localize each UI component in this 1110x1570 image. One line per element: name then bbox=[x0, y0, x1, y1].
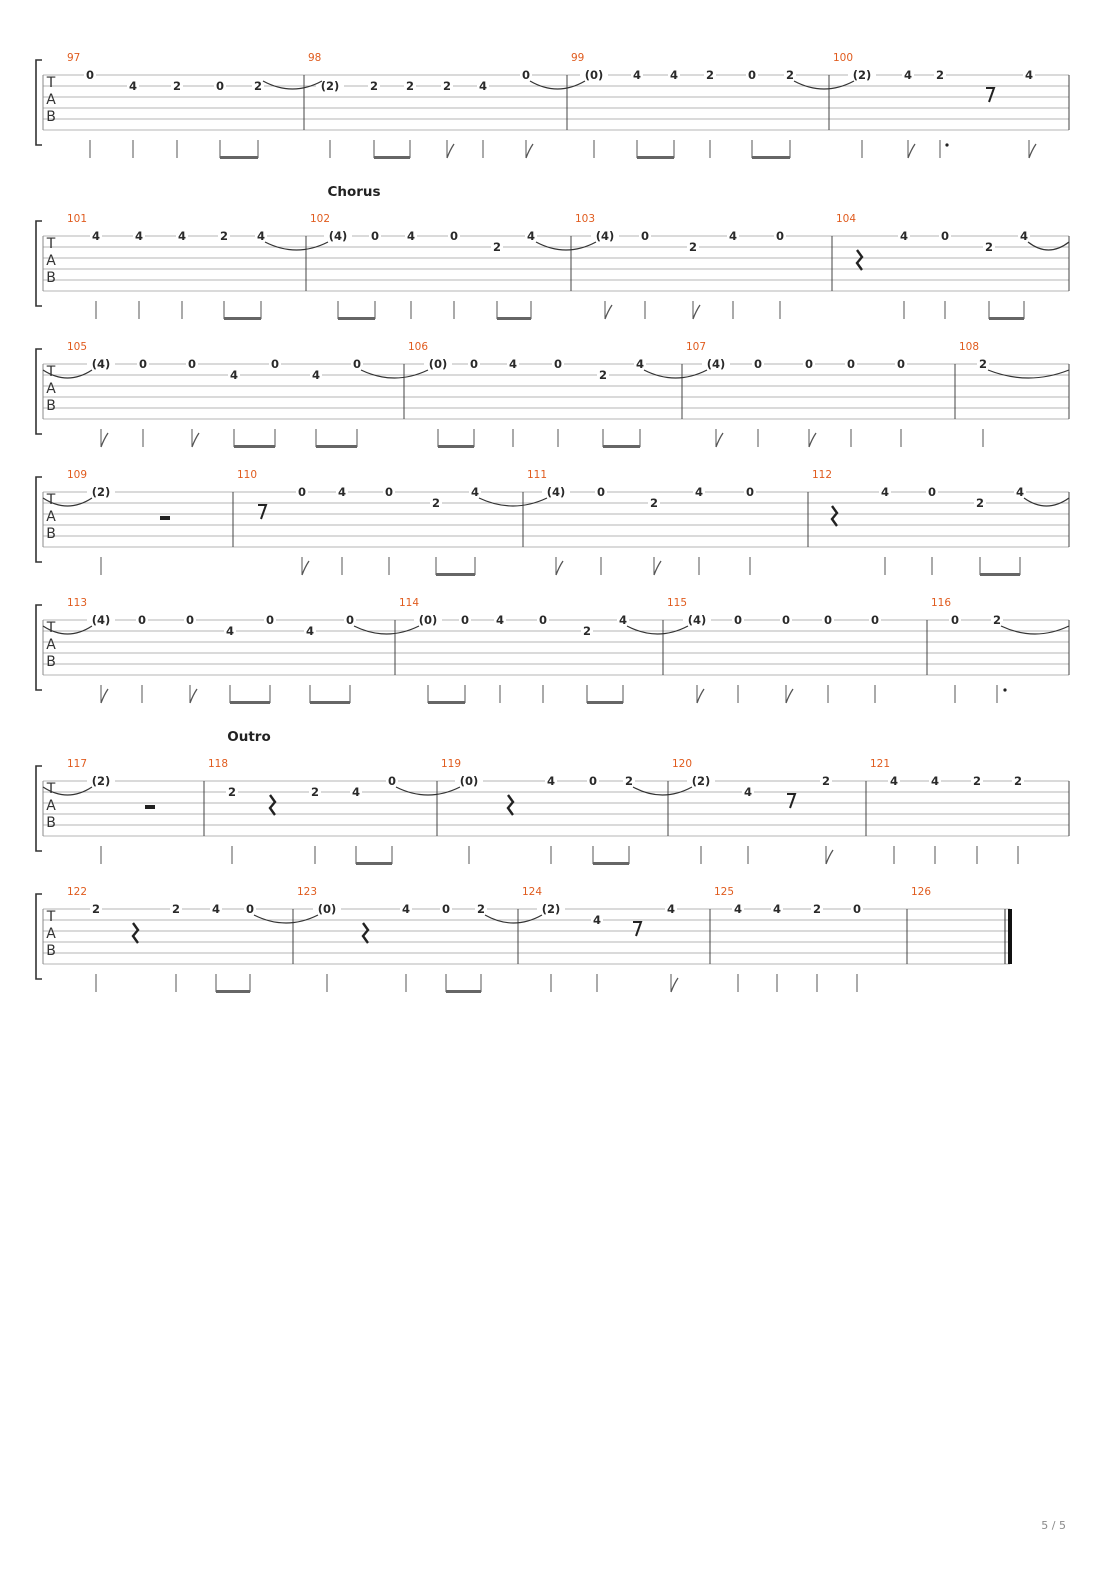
fret-number: 0 bbox=[753, 357, 763, 371]
note-flag bbox=[716, 433, 723, 447]
tab-clef-letter: B bbox=[46, 270, 56, 286]
fret-number: (2) bbox=[541, 902, 561, 916]
note-flag bbox=[654, 561, 661, 575]
tie bbox=[479, 498, 547, 506]
tab-clef-letter: B bbox=[46, 943, 56, 959]
tie bbox=[265, 242, 328, 250]
measure-number: 124 bbox=[522, 886, 543, 898]
fret-number: (0) bbox=[418, 613, 438, 627]
fret-number: 4 bbox=[666, 902, 676, 916]
fret-number: 0 bbox=[187, 357, 197, 371]
measure-number: 122 bbox=[67, 886, 88, 898]
fret-number: 2 bbox=[171, 902, 181, 916]
fret-number: 4 bbox=[406, 229, 416, 243]
fret-number: 2 bbox=[821, 774, 831, 788]
measure-number: 106 bbox=[408, 341, 429, 353]
fret-number: 4 bbox=[351, 785, 361, 799]
fret-number: 2 bbox=[582, 624, 592, 638]
fret-number: (4) bbox=[706, 357, 726, 371]
fret-number: 4 bbox=[899, 229, 909, 243]
tab-clef-letter: A bbox=[46, 92, 56, 108]
fret-number: 2 bbox=[785, 68, 795, 82]
beam bbox=[497, 317, 531, 320]
fret-number: 2 bbox=[598, 368, 608, 382]
fret-number: 2 bbox=[935, 68, 945, 82]
note-flag bbox=[826, 850, 833, 864]
measure-number: 116 bbox=[931, 597, 952, 609]
fret-number: 0 bbox=[138, 357, 148, 371]
fret-number: 2 bbox=[1013, 774, 1023, 788]
fret-number: 0 bbox=[460, 613, 470, 627]
beam bbox=[224, 317, 261, 320]
tie bbox=[644, 370, 707, 378]
tie bbox=[1024, 498, 1069, 506]
fret-number: 0 bbox=[441, 902, 451, 916]
measure-number: 111 bbox=[527, 469, 548, 481]
beam bbox=[752, 156, 790, 159]
fret-number: 4 bbox=[592, 913, 602, 927]
eighth-rest bbox=[633, 922, 641, 936]
eighth-rest bbox=[787, 794, 795, 808]
tie bbox=[627, 626, 688, 634]
tab-clef-letter: T bbox=[46, 620, 56, 636]
fret-number: 0 bbox=[775, 229, 785, 243]
beam bbox=[980, 573, 1020, 576]
tie bbox=[536, 242, 596, 250]
tab-clef-letter: B bbox=[46, 398, 56, 414]
fret-number: 0 bbox=[345, 613, 355, 627]
measure-number: 99 bbox=[571, 52, 585, 64]
measure-number: 115 bbox=[667, 597, 688, 609]
note-flag bbox=[786, 689, 793, 703]
fret-number: 0 bbox=[553, 357, 563, 371]
tab-clef-letter: A bbox=[46, 926, 56, 942]
tab-clef-letter: A bbox=[46, 637, 56, 653]
note-flag bbox=[556, 561, 563, 575]
note-flag bbox=[693, 305, 700, 319]
fret-number: 2 bbox=[227, 785, 237, 799]
system-bracket bbox=[36, 766, 42, 851]
fret-number: (2) bbox=[91, 774, 111, 788]
note-flag bbox=[190, 689, 197, 703]
tie bbox=[361, 370, 428, 378]
tab-clef-letter: A bbox=[46, 253, 56, 269]
tab-clef-letter: T bbox=[46, 236, 56, 252]
beam bbox=[310, 701, 350, 704]
measure-number: 118 bbox=[208, 758, 229, 770]
fret-number: 4 bbox=[508, 357, 518, 371]
fret-number: 2 bbox=[688, 240, 698, 254]
fret-number: 0 bbox=[245, 902, 255, 916]
fret-number: 0 bbox=[823, 613, 833, 627]
fret-number: (4) bbox=[546, 485, 566, 499]
tie bbox=[354, 626, 419, 634]
measure-number: 103 bbox=[575, 213, 596, 225]
quarter-rest bbox=[133, 923, 138, 943]
system-bracket bbox=[36, 894, 42, 979]
fret-number: 0 bbox=[469, 357, 479, 371]
measure-number: 97 bbox=[67, 52, 81, 64]
fret-number: 2 bbox=[91, 902, 101, 916]
fret-number: 0 bbox=[215, 79, 225, 93]
fret-number: 0 bbox=[449, 229, 459, 243]
fret-number: 0 bbox=[270, 357, 280, 371]
fret-number: 2 bbox=[649, 496, 659, 510]
fret-number: 4 bbox=[337, 485, 347, 499]
beam bbox=[438, 445, 474, 448]
tab-clef-letter: T bbox=[46, 781, 56, 797]
tie bbox=[794, 81, 854, 89]
fret-number: 0 bbox=[852, 902, 862, 916]
fret-number: 4 bbox=[889, 774, 899, 788]
fret-number: 4 bbox=[635, 357, 645, 371]
tie bbox=[396, 787, 460, 795]
tab-clef-letter: A bbox=[46, 798, 56, 814]
fret-number: 0 bbox=[940, 229, 950, 243]
measure-number: 119 bbox=[441, 758, 462, 770]
tab-clef-letter: T bbox=[46, 492, 56, 508]
fret-number: 2 bbox=[405, 79, 415, 93]
system-bracket bbox=[36, 349, 42, 434]
tab-clef-letter: B bbox=[46, 815, 56, 831]
measure-number: 105 bbox=[67, 341, 88, 353]
fret-number: 2 bbox=[992, 613, 1002, 627]
fret-number: 4 bbox=[546, 774, 556, 788]
eighth-rest bbox=[986, 88, 994, 102]
fret-number: 4 bbox=[134, 229, 144, 243]
note-flag bbox=[447, 144, 454, 158]
fret-number: (4) bbox=[328, 229, 348, 243]
fret-number: 2 bbox=[476, 902, 486, 916]
section-label: Outro bbox=[227, 729, 271, 745]
system-bracket bbox=[36, 477, 42, 562]
fret-number: 0 bbox=[137, 613, 147, 627]
beam bbox=[316, 445, 357, 448]
tab-clef-letter: B bbox=[46, 109, 56, 125]
fret-number: 0 bbox=[896, 357, 906, 371]
fret-number: 2 bbox=[972, 774, 982, 788]
fret-number: 4 bbox=[478, 79, 488, 93]
fret-number: 0 bbox=[640, 229, 650, 243]
note-flag bbox=[1029, 144, 1036, 158]
beam bbox=[603, 445, 640, 448]
fret-number: 0 bbox=[596, 485, 606, 499]
fret-number: 0 bbox=[85, 68, 95, 82]
fret-number: (0) bbox=[584, 68, 604, 82]
note-flag bbox=[526, 144, 533, 158]
fret-number: 2 bbox=[984, 240, 994, 254]
fret-number: 0 bbox=[538, 613, 548, 627]
augmentation-dot bbox=[945, 143, 948, 146]
fret-number: 4 bbox=[930, 774, 940, 788]
fret-number: 0 bbox=[781, 613, 791, 627]
tab-clef-letter: B bbox=[46, 654, 56, 670]
tie bbox=[263, 81, 322, 89]
fret-number: (0) bbox=[428, 357, 448, 371]
measure-number: 113 bbox=[67, 597, 88, 609]
fret-number: 2 bbox=[978, 357, 988, 371]
beam bbox=[989, 317, 1024, 320]
fret-number: 0 bbox=[927, 485, 937, 499]
fret-number: 4 bbox=[694, 485, 704, 499]
fret-number: 0 bbox=[265, 613, 275, 627]
fret-number: 2 bbox=[219, 229, 229, 243]
measure-number: 123 bbox=[297, 886, 318, 898]
measure-number: 112 bbox=[812, 469, 833, 481]
fret-number: 4 bbox=[495, 613, 505, 627]
note-flag bbox=[101, 433, 108, 447]
fret-number: (0) bbox=[317, 902, 337, 916]
tab-clef-letter: A bbox=[46, 381, 56, 397]
eighth-rest bbox=[258, 505, 266, 519]
fret-number: 4 bbox=[91, 229, 101, 243]
tie bbox=[988, 370, 1069, 378]
fret-number: 0 bbox=[297, 485, 307, 499]
fret-number: 0 bbox=[370, 229, 380, 243]
fret-number: (4) bbox=[687, 613, 707, 627]
fret-number: 2 bbox=[172, 79, 182, 93]
half-rest bbox=[145, 805, 155, 809]
fret-number: 0 bbox=[804, 357, 814, 371]
quarter-rest bbox=[363, 923, 368, 943]
note-flag bbox=[908, 144, 915, 158]
tab-clef-letter: T bbox=[46, 909, 56, 925]
fret-number: (2) bbox=[852, 68, 872, 82]
fret-number: 2 bbox=[310, 785, 320, 799]
tab-clef-letter: B bbox=[46, 526, 56, 542]
measure-number: 121 bbox=[870, 758, 891, 770]
fret-number: 2 bbox=[253, 79, 263, 93]
beam bbox=[374, 156, 410, 159]
measure-number: 107 bbox=[686, 341, 707, 353]
beam bbox=[220, 156, 258, 159]
beam bbox=[230, 701, 270, 704]
beam bbox=[637, 156, 674, 159]
augmentation-dot bbox=[1003, 688, 1006, 691]
tab-clef-letter: T bbox=[46, 364, 56, 380]
fret-number: 4 bbox=[772, 902, 782, 916]
tie bbox=[1028, 242, 1069, 250]
beam bbox=[428, 701, 465, 704]
fret-number: (2) bbox=[691, 774, 711, 788]
fret-number: 4 bbox=[177, 229, 187, 243]
measure-number: 117 bbox=[67, 758, 88, 770]
fret-number: 0 bbox=[846, 357, 856, 371]
fret-number: 4 bbox=[1024, 68, 1034, 82]
fret-number: 0 bbox=[185, 613, 195, 627]
beam bbox=[593, 862, 629, 865]
fret-number: (4) bbox=[91, 613, 111, 627]
measure-number: 110 bbox=[237, 469, 258, 481]
half-rest bbox=[160, 516, 170, 520]
measure-number: 102 bbox=[310, 213, 331, 225]
fret-number: (2) bbox=[91, 485, 111, 499]
beam bbox=[338, 317, 375, 320]
fret-number: 4 bbox=[128, 79, 138, 93]
fret-number: 2 bbox=[624, 774, 634, 788]
fret-number: 2 bbox=[369, 79, 379, 93]
fret-number: (4) bbox=[91, 357, 111, 371]
fret-number: 4 bbox=[256, 229, 266, 243]
note-flag bbox=[101, 689, 108, 703]
fret-number: 0 bbox=[521, 68, 531, 82]
beam bbox=[234, 445, 275, 448]
fret-number: 2 bbox=[492, 240, 502, 254]
fret-number: 0 bbox=[588, 774, 598, 788]
tie bbox=[485, 915, 542, 923]
page-number: 5 / 5 bbox=[1041, 1519, 1066, 1532]
fret-number: 4 bbox=[311, 368, 321, 382]
measure-number: 98 bbox=[308, 52, 322, 64]
fret-number: (4) bbox=[595, 229, 615, 243]
fret-number: 0 bbox=[387, 774, 397, 788]
measure-number: 108 bbox=[959, 341, 980, 353]
tie bbox=[530, 81, 585, 89]
fret-number: 4 bbox=[632, 68, 642, 82]
fret-number: 4 bbox=[728, 229, 738, 243]
fret-number: 4 bbox=[669, 68, 679, 82]
beam bbox=[216, 990, 250, 993]
fret-number: 2 bbox=[812, 902, 822, 916]
fret-number: 0 bbox=[384, 485, 394, 499]
fret-number: 4 bbox=[743, 785, 753, 799]
note-flag bbox=[605, 305, 612, 319]
tie bbox=[1001, 626, 1069, 634]
measure-number: 100 bbox=[833, 52, 854, 64]
final-barline-thick bbox=[1008, 909, 1012, 964]
measure-number: 114 bbox=[399, 597, 420, 609]
measure-number: 125 bbox=[714, 886, 735, 898]
fret-number: 4 bbox=[305, 624, 315, 638]
measure-number: 126 bbox=[911, 886, 932, 898]
fret-number: 4 bbox=[229, 368, 239, 382]
system-bracket bbox=[36, 221, 42, 306]
fret-number: 4 bbox=[211, 902, 221, 916]
section-label: Chorus bbox=[327, 184, 381, 200]
fret-number: 0 bbox=[950, 613, 960, 627]
note-flag bbox=[671, 978, 678, 992]
beam bbox=[587, 701, 623, 704]
fret-number: 0 bbox=[747, 68, 757, 82]
note-flag bbox=[192, 433, 199, 447]
fret-number: 4 bbox=[1019, 229, 1029, 243]
fret-number: 4 bbox=[880, 485, 890, 499]
fret-number: (2) bbox=[320, 79, 340, 93]
fret-number: (0) bbox=[459, 774, 479, 788]
fret-number: 4 bbox=[401, 902, 411, 916]
measure-number: 104 bbox=[836, 213, 857, 225]
fret-number: 2 bbox=[431, 496, 441, 510]
fret-number: 4 bbox=[903, 68, 913, 82]
fret-number: 4 bbox=[733, 902, 743, 916]
quarter-rest bbox=[270, 795, 275, 815]
fret-number: 0 bbox=[733, 613, 743, 627]
fret-number: 4 bbox=[1015, 485, 1025, 499]
quarter-rest bbox=[508, 795, 513, 815]
tie bbox=[633, 787, 692, 795]
fret-number: 4 bbox=[526, 229, 536, 243]
measure-number: 109 bbox=[67, 469, 88, 481]
beam bbox=[446, 990, 481, 993]
beam bbox=[356, 862, 392, 865]
quarter-rest bbox=[857, 250, 862, 270]
quarter-rest bbox=[832, 506, 837, 526]
measure-number: 120 bbox=[672, 758, 693, 770]
fret-number: 4 bbox=[618, 613, 628, 627]
fret-number: 2 bbox=[705, 68, 715, 82]
fret-number: 0 bbox=[870, 613, 880, 627]
note-flag bbox=[809, 433, 816, 447]
system-bracket bbox=[36, 60, 42, 145]
beam bbox=[436, 573, 475, 576]
measure-number: 101 bbox=[67, 213, 88, 225]
tab-clef-letter: A bbox=[46, 509, 56, 525]
fret-number: 4 bbox=[225, 624, 235, 638]
fret-number: 2 bbox=[442, 79, 452, 93]
system-bracket bbox=[36, 605, 42, 690]
note-flag bbox=[697, 689, 704, 703]
fret-number: 4 bbox=[470, 485, 480, 499]
note-flag bbox=[302, 561, 309, 575]
tab-clef-letter: T bbox=[46, 75, 56, 91]
tie bbox=[254, 915, 318, 923]
fret-number: 0 bbox=[745, 485, 755, 499]
fret-number: 2 bbox=[975, 496, 985, 510]
fret-number: 0 bbox=[352, 357, 362, 371]
